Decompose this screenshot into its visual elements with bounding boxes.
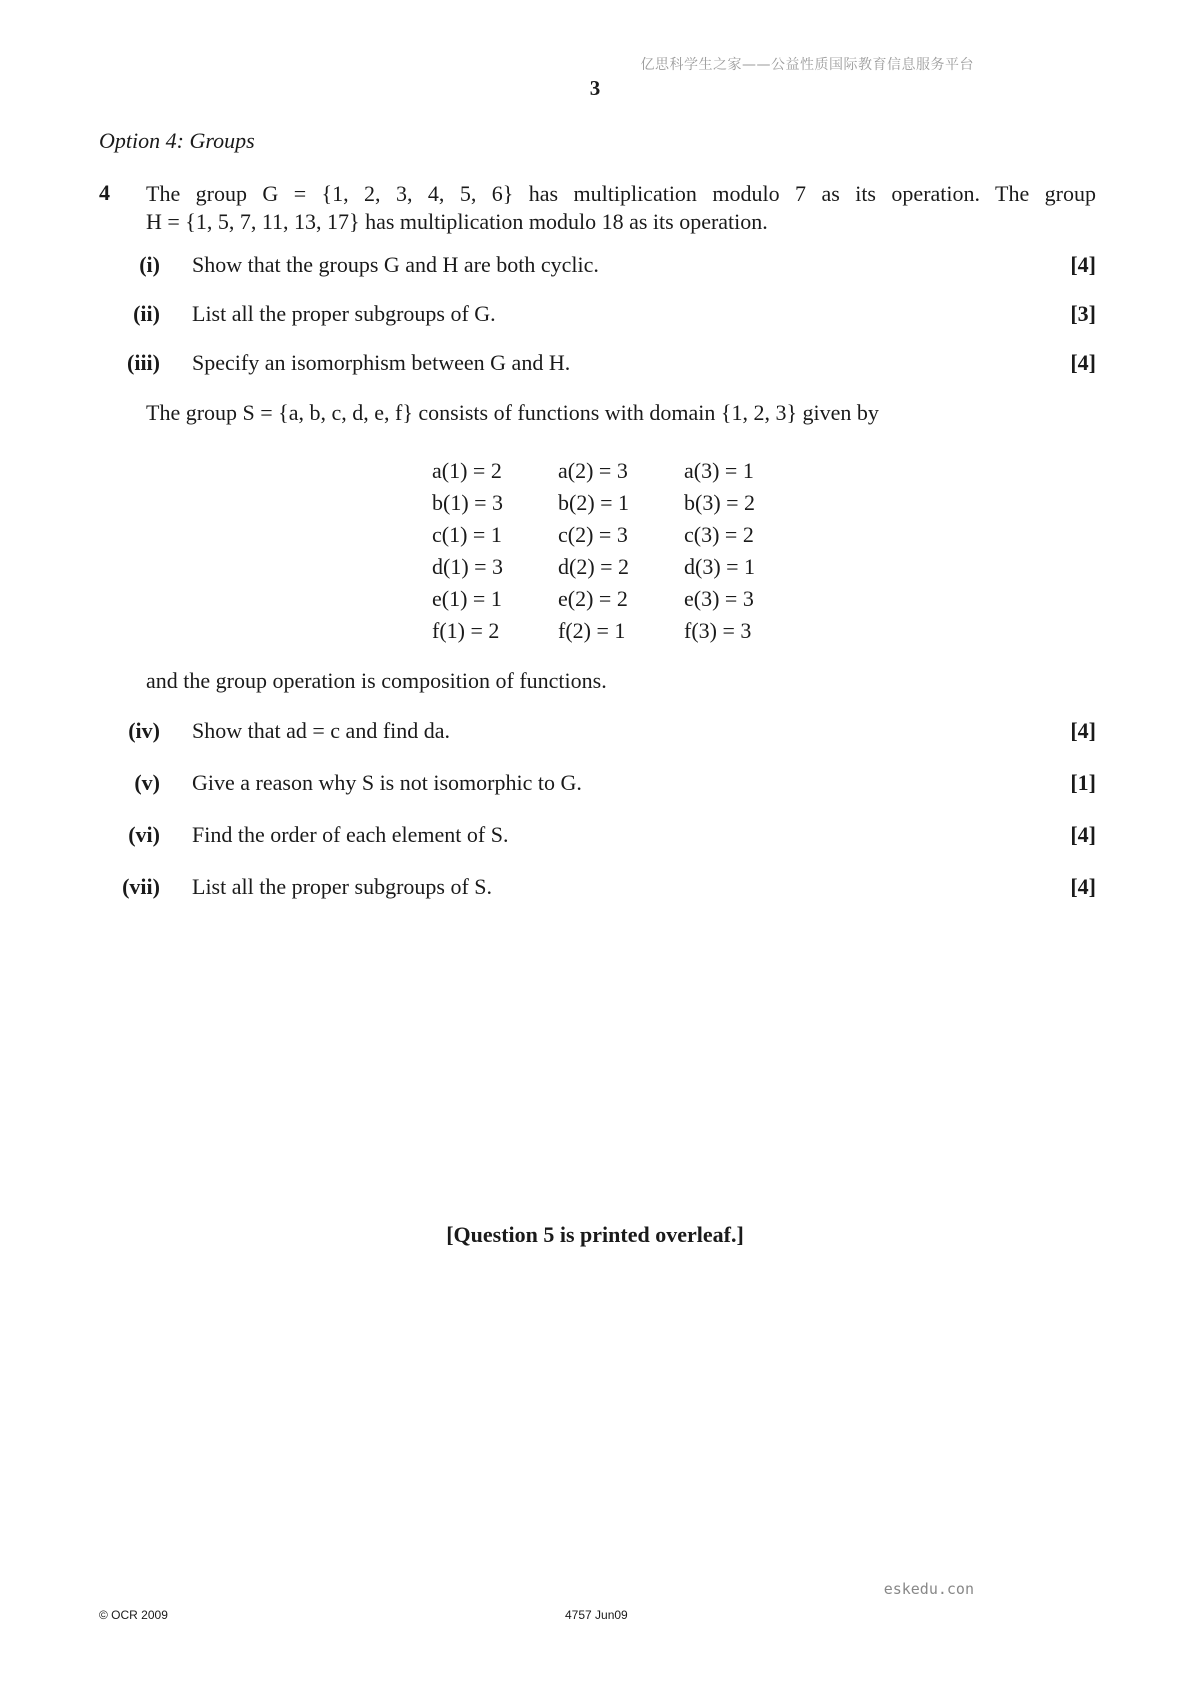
section-title: Option 4: Groups <box>99 128 255 153</box>
part-text: List all the proper subgroups of S. <box>192 874 493 899</box>
group-s-intro: The group S = {a, b, c, d, e, f} consists of functions with domain {1, 2, 3} given by <box>146 400 879 425</box>
part-marks: [4] <box>1070 874 1096 899</box>
part-marks: [4] <box>1070 822 1096 847</box>
part-label: (v) <box>134 770 160 795</box>
function-value: e(2) = 2 <box>558 586 628 611</box>
question-part <box>90 301 1096 329</box>
function-row <box>432 554 772 586</box>
function-row <box>432 490 772 522</box>
function-value: a(1) = 2 <box>432 458 502 483</box>
function-row <box>432 458 772 490</box>
question-intro-line-2: H = {1, 5, 7, 11, 13, 17} has multiplication modulo 18 as its operation. <box>146 209 768 234</box>
function-value: a(2) = 3 <box>558 458 628 483</box>
function-value: d(1) = 3 <box>432 554 504 579</box>
part-marks: [4] <box>1070 718 1096 743</box>
page-number: 3 <box>589 76 601 100</box>
function-value: f(3) = 3 <box>684 618 752 643</box>
question-intro-line-1: The group G = {1, 2, 3, 4, 5, 6} has multiplication modulo 7 as its operation. The group <box>146 181 1096 206</box>
question-number: 4 <box>99 180 110 205</box>
part-text: Show that the groups G and H are both cyclic. <box>192 252 599 277</box>
function-row <box>432 522 772 554</box>
watermark-text: 亿思科学生之家——公益性质国际教育信息服务平台 <box>640 57 974 73</box>
function-value: b(2) = 1 <box>558 490 630 515</box>
question-part <box>90 350 1096 378</box>
part-text: Give a reason why S is not isomorphic to G. <box>192 770 582 795</box>
function-value: b(1) = 3 <box>432 490 504 515</box>
function-value: b(3) = 2 <box>684 490 756 515</box>
function-value: a(3) = 1 <box>684 458 754 483</box>
part-label: (iv) <box>128 718 160 743</box>
function-value: c(3) = 2 <box>684 522 754 547</box>
function-row <box>432 618 772 650</box>
question-part <box>90 770 1096 798</box>
function-value: f(2) = 1 <box>558 618 626 643</box>
function-value: e(3) = 3 <box>684 586 754 611</box>
overleaf-note: [Question 5 is printed overleaf.] <box>446 1222 744 1247</box>
function-value: d(2) = 2 <box>558 554 630 579</box>
part-text: Specify an isomorphism between G and H. <box>192 350 571 375</box>
part-marks: [4] <box>1070 252 1096 277</box>
part-label: (ii) <box>133 301 160 326</box>
part-marks: [4] <box>1070 350 1096 375</box>
part-label: (i) <box>139 252 160 277</box>
function-value: c(1) = 1 <box>432 522 502 547</box>
part-marks: [3] <box>1070 301 1096 326</box>
question-intro <box>146 180 1096 236</box>
footer-site-text: eskedu.con <box>883 1580 974 1598</box>
part-marks: [1] <box>1070 770 1096 795</box>
part-label: (vii) <box>122 874 160 899</box>
part-text: List all the proper subgroups of G. <box>192 301 496 326</box>
question-part <box>90 252 1096 280</box>
function-value: f(1) = 2 <box>432 618 500 643</box>
function-value: d(3) = 1 <box>684 554 756 579</box>
question-part <box>90 718 1096 746</box>
operation-text: and the group operation is composition of functions. <box>146 668 607 693</box>
footer-copyright: © OCR 2009 <box>99 1608 168 1622</box>
part-text: Show that ad = c and find da. <box>192 718 451 743</box>
question-part <box>90 822 1096 850</box>
function-value: e(1) = 1 <box>432 586 502 611</box>
function-row <box>432 586 772 618</box>
footer-paper-code: 4757 Jun09 <box>565 1608 628 1622</box>
part-text: Find the order of each element of S. <box>192 822 509 847</box>
function-table <box>432 458 772 650</box>
part-label: (iii) <box>127 350 160 375</box>
part-label: (vi) <box>128 822 160 847</box>
question-part <box>90 874 1096 902</box>
function-value: c(2) = 3 <box>558 522 628 547</box>
